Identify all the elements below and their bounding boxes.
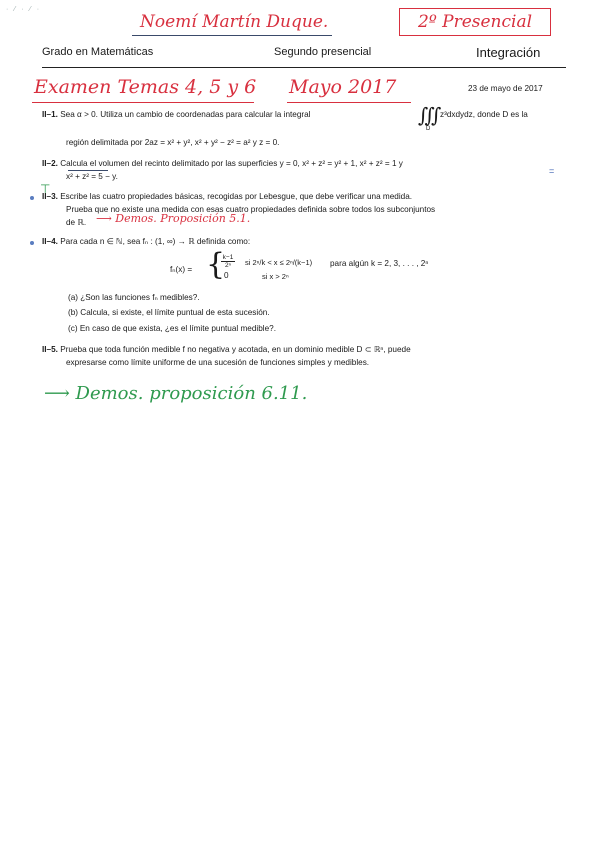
case-2-condition: si x > 2ⁿ [262, 272, 289, 281]
case-aside: para algún k = 2, 3, . . . , 2ⁿ [330, 259, 429, 268]
question-3-number: II–3. [42, 192, 58, 201]
question-5-number: II–5. [42, 345, 58, 354]
function-lhs: fₙ(x) = [170, 265, 193, 274]
question-4-part-a: (a) ¿Son las funciones fₙ medibles?. [68, 293, 200, 302]
question-3-line-2: Prueba que no existe una medida con esas cuatro propiedades definida sobre todos los subconjuntos [66, 205, 436, 214]
bullet-q3 [30, 196, 34, 200]
question-1-number: II–1. [42, 110, 58, 119]
case-brace: { [206, 247, 226, 282]
question-2-number: II–2. [42, 159, 58, 168]
question-3-line-3: de ℝ. [66, 218, 87, 227]
question-1-line-2: región delimitada por 2az = x² + y², x² + y² − z² = a² y z = 0. [66, 138, 280, 147]
question-4-part-c: (c) En caso de que exista, ¿es el límite puntual medible?. [68, 324, 276, 333]
pen-underline-calcula [68, 170, 108, 171]
exam-heading-underline [32, 102, 254, 103]
header-degree: Grado en Matemáticas [42, 46, 154, 58]
date-heading: Mayo 2017 [289, 76, 397, 98]
case-1-numerator: k−1 [222, 254, 234, 261]
question-1-line-1 [42, 108, 311, 122]
question-2-line-1 [42, 157, 403, 171]
header-session: Segundo presencial [274, 46, 372, 58]
question-4-intro-text: Para cada n ∈ ℕ, sea fₙ : (1, ∞) → ℝ definida como: [60, 237, 251, 246]
name-underline [132, 35, 332, 36]
question-5-text-1: Prueba que toda función medible f no negativa y acotada, en un dominio medible D ⊂ ℝⁿ, puede [60, 345, 411, 354]
header-subject: Integración [476, 45, 541, 60]
student-name: Noemí Martín Duque. [140, 12, 329, 32]
date-heading-underline [287, 102, 411, 103]
question-5-line-1 [42, 343, 411, 357]
case-1-condition: si 2ⁿ/k < x ≤ 2ⁿ/(k−1) [245, 258, 313, 267]
case-1-value [221, 254, 235, 269]
question-2-line-2: x² + z² = 5 − y. [66, 172, 118, 181]
case-2-value: 0 [224, 271, 229, 280]
question-3-line-1 [42, 190, 412, 204]
question-5-line-2: expresarse como límite uniforme de una sucesión de funciones simples y medibles. [66, 358, 370, 367]
q5-proof-note: ⟶ Demos. proposición 6.11. [44, 383, 308, 404]
bullet-q4 [30, 241, 34, 245]
pen-tick-q3: ⊤ [40, 182, 51, 196]
question-4-part-b: (b) Calcula, si existe, el límite puntual de esta sucesión. [68, 308, 270, 317]
question-3-text-1: Escribe las cuatro propiedades básicas, recogidas por Lebesgue, que debe verificar una medida. [60, 192, 413, 201]
stray-marks: · ⁄ · ⁄ · [6, 6, 42, 13]
integral-region: D [426, 126, 431, 132]
exam-heading: Examen Temas 4, 5 y 6 [34, 76, 257, 98]
q3-proof-note: ⟶ Demos. Proposición 5.1. [96, 212, 251, 225]
header-rule [42, 67, 566, 68]
case-1-denominator: 2ⁿ [225, 262, 231, 269]
question-1-text-a: Sea α > 0. Utiliza un cambio de coordenadas para calcular la integral [60, 110, 311, 119]
question-2-text: Calcula el volumen del recinto delimitado por las superficies y = 0, x² + z² = y² + 1, x² + z² = 1 y [60, 159, 403, 168]
question-1-integrand: z³dxdydz, donde D es la [440, 110, 528, 119]
triple-integral-sign: ∭ [418, 103, 442, 127]
session-box: 2º Presencial [399, 8, 551, 36]
exam-date: 23 de mayo de 2017 [468, 84, 543, 93]
question-4-number: II–4. [42, 237, 58, 246]
pen-mark-one: = [549, 166, 555, 176]
